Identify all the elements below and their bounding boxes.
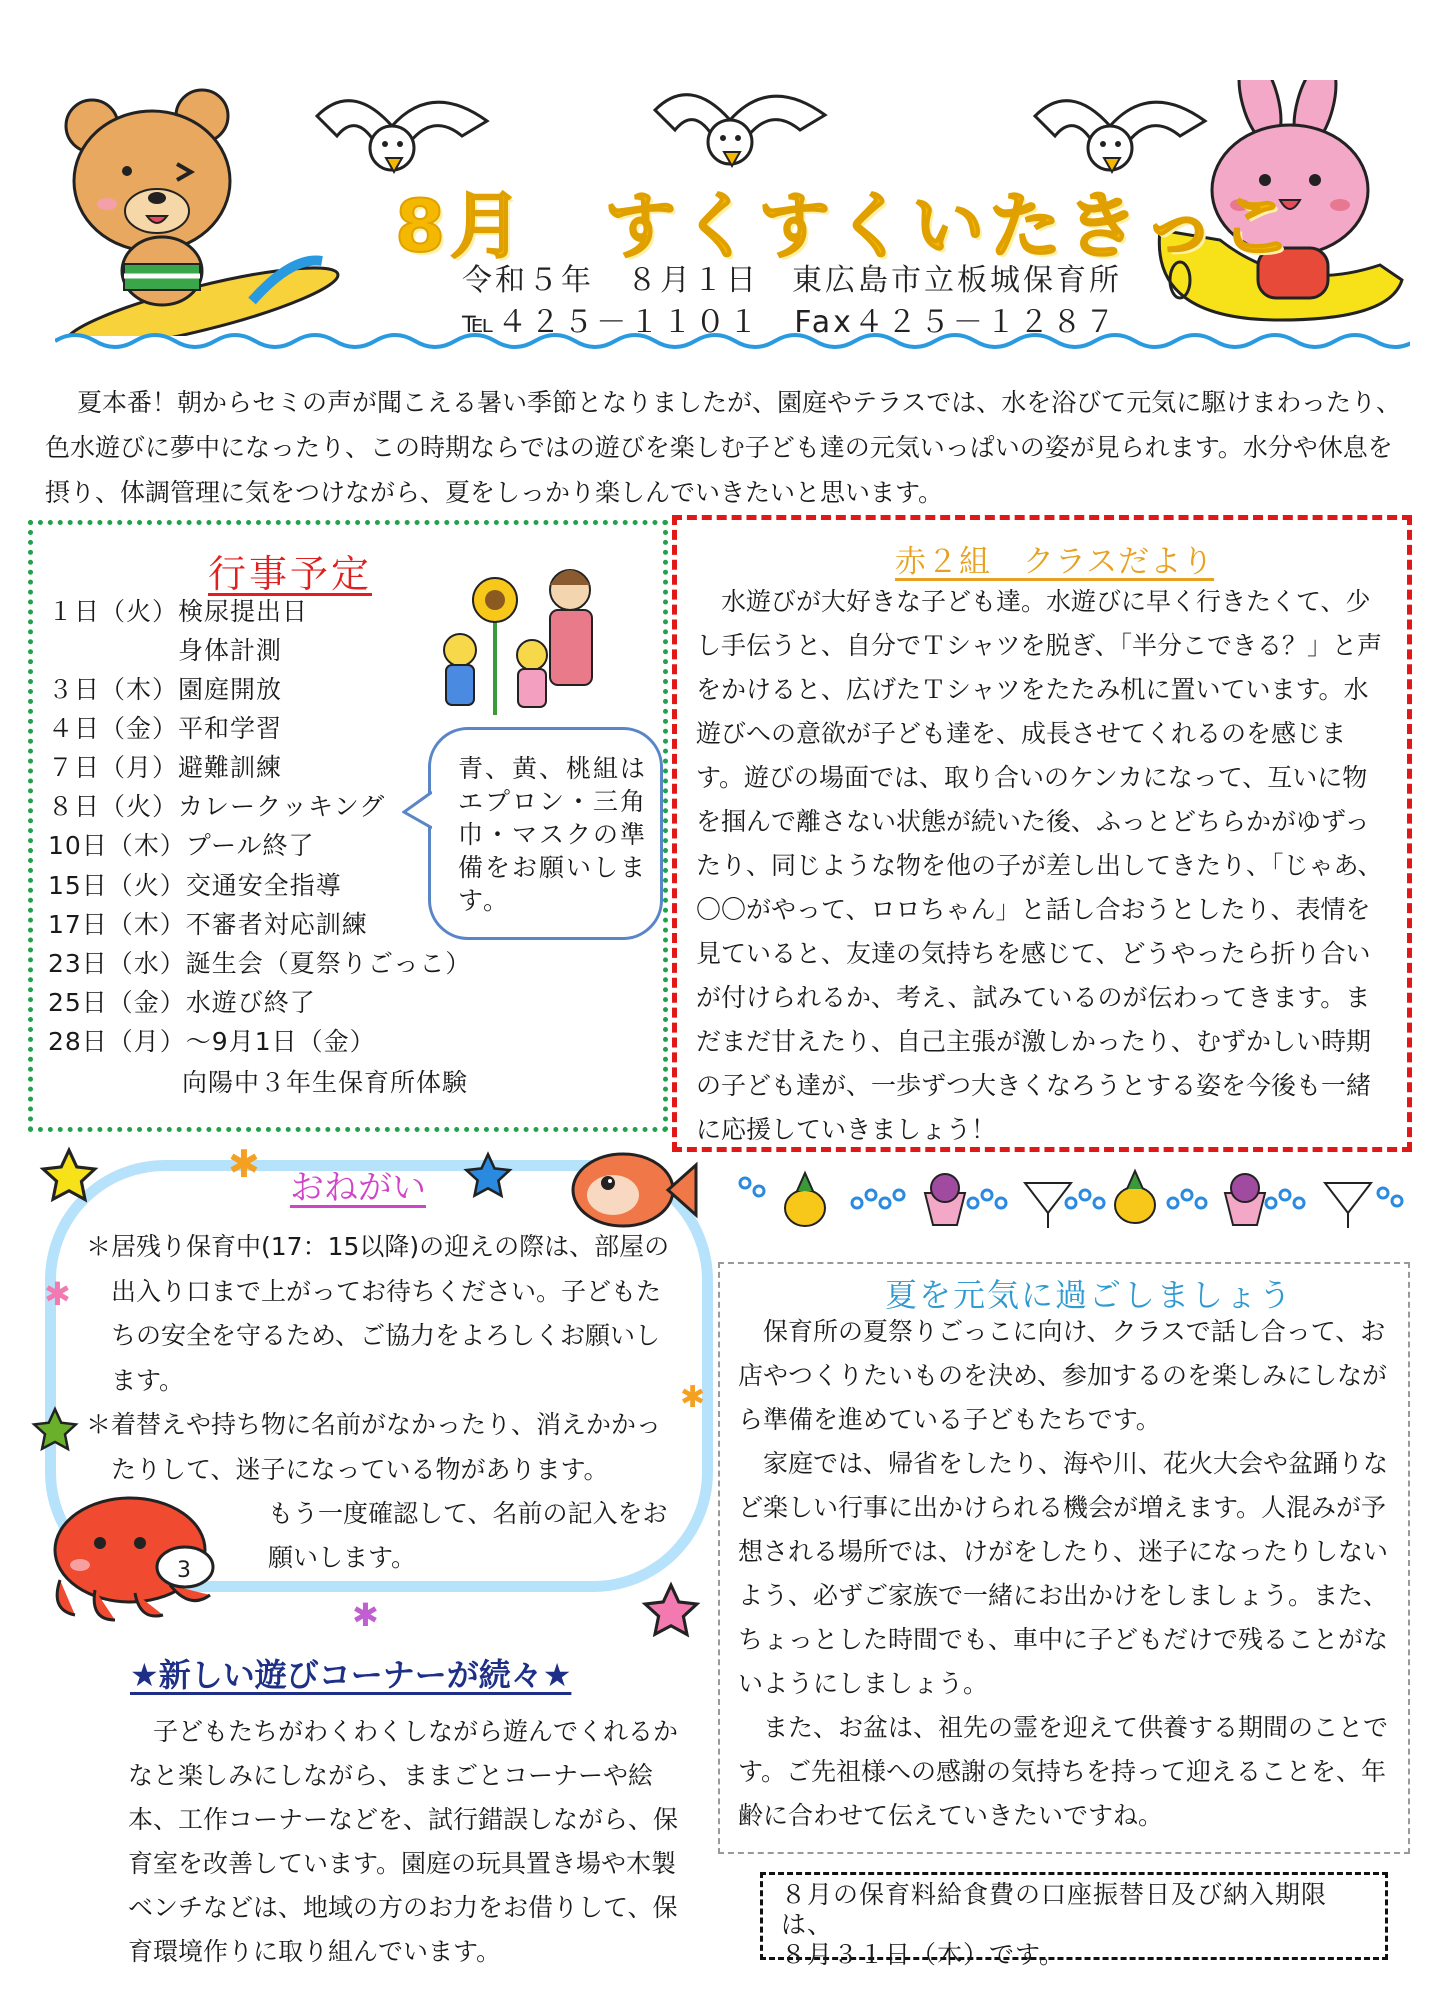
event-item: 28日（月）～9月1日（金）: [48, 1027, 376, 1056]
class-news-body: 水遊びが大好きな子ども達。水遊びに早く行きたくて、少し手伝うと、自分でＴシャツを脱ぎ、「半分こできる？」と声をかけると、広げたＴシャツをたたみ机に置いています。水遊びへの意欲が子ども達を、成長させてくれるのを感じます。遊びの場面では、取り合いのケンカになって、互いに物を掴んで離さない状態が続いた後、ふっとどちらかがゆずったり、同じような物を他の子が差し出してきたり、「じゃあ、〇〇がやって、ロロちゃん」と話し合おうとしたり、表情を見ていると、友達の気持ちを感じて、どうやったら折り合いが付けられるか、考え、試みているのが伝わってきます。まだまだ甘えたり、自己主張が激しかったり、むずかしい時期の子ども達が、一歩ずつ大きくなろうとする姿を今後も一緒に応援していきましょう！: [696, 587, 1383, 1144]
star-icon: [462, 1150, 514, 1202]
fish-illustration: [568, 1145, 698, 1235]
wave-divider: [55, 330, 1410, 352]
event-item: 15日（火）交通安全指導: [48, 871, 342, 900]
play-corner-title: ★新しい遊びコーナーが続々★: [130, 1656, 572, 1694]
request-item-continued: もう一度確認して、名前の記入をお願いします。: [268, 1499, 668, 1572]
event-item: 10日（木）プール終了: [48, 831, 315, 860]
fee-notice-line: ８月の保育料給食費の口座振替日及び納入期限は、: [781, 1880, 1328, 1939]
summer-health-body: [738, 1310, 1398, 1838]
star-icon: [640, 1580, 702, 1642]
requests-title: おねがい: [290, 1168, 426, 1208]
event-item: 23日（水）誕生会（夏祭りごっこ）: [48, 949, 472, 978]
newsletter-title: 8月 すくすくいたきっこ: [395, 184, 1298, 268]
request-item: ＊着替えや持ち物に名前がなかったり、消えかかったりして、迷子になっている物があります。: [86, 1410, 662, 1484]
event-item: 25日（金）水遊び終了: [48, 988, 316, 1017]
fee-notice-box: [760, 1872, 1388, 1969]
bear-surfing-illustration: [52, 86, 342, 336]
summer-paragraph: 家庭では、帰省をしたり、海や川、花火大会や盆踊りなど楽しい行事に出かけられる機会が増えます。人混みが予想される場所では、けがをしたり、迷子になったりしないよう、必ずご家族で一緒にお出かけをしましょう。また、ちょっとした時間でも、車中に子どもだけで残ることがないようにしましょう。: [738, 1449, 1389, 1698]
intro-paragraph: 夏本番！朝からセミの声が聞こえる暑い季節となりましたが、園庭やテラスでは、水を浴びて元気に駆けまわったり、色水遊びに夢中になったり、この時期ならではの遊びを楽しむ子ども達の元気いっぱいの姿が見られます。水分や休息を摂り、体調管理に気をつけながら、夏をしっかり楽しんでいきたいと思います。: [45, 388, 1402, 507]
event-item: ３日（木）園庭開放: [48, 675, 283, 704]
summer-paragraph: 保育所の夏祭りごっこに向け、クラスで話し合って、お店やつくりたいものを決め、参加するのを楽しみにしながら準備を進めている子どもたちです。: [738, 1317, 1388, 1434]
event-item: 向陽中３年生保育所体験: [78, 1068, 469, 1097]
summer-food-border: [735, 1163, 1415, 1233]
summer-health-title: 夏を元気に過ごしましょう: [885, 1276, 1294, 1314]
event-item: ８日（火）カレークッキング: [48, 792, 386, 821]
request-item: ＊居残り保育中(17：15以降)の迎えの際は、部屋の出入り口まで上がってお待ちください。子どもたちの安全を守るため、ご協力をよろしくお願いします。: [86, 1232, 670, 1395]
asterisk-icon: ✱: [352, 1596, 379, 1634]
play-corner-body: 子どもたちがわくわくしながら遊んでくれるかなと楽しみにしながら、ままごとコーナーや絵本、工作コーナーなどを、試行錯誤しながら、保育室を改善しています。園庭の玩具置き場や木製ベンチなどは、地域の方のお力をお借りして、保育環境作りに取り組んでいます。: [128, 1717, 679, 1966]
bubble-text: 青、黄、桃組はエプロン・三角巾・マスクの準備をお願いします。: [458, 754, 648, 915]
fee-notice-line: ８月３１日（木）です。: [781, 1940, 1066, 1969]
star-icon: [30, 1405, 80, 1455]
svg-text:3: 3: [177, 1558, 191, 1583]
class-news-title: 赤２組 クラスだより: [895, 544, 1215, 580]
date-and-facility-line: 令和５年 ８月１日 東広島市立板城保育所: [462, 263, 1122, 298]
family-sunflower-illustration: [420, 555, 630, 720]
seagull-illustration: [650, 80, 830, 180]
asterisk-icon: ✱: [228, 1142, 260, 1186]
octopus-illustration: [40, 1495, 260, 1625]
event-item: ７日（月）避難訓練: [48, 753, 283, 782]
event-item: １日（火）検尿提出日: [48, 597, 309, 626]
event-item: 17日（木）不審者対応訓練: [48, 910, 368, 939]
events-title: 行事予定: [208, 552, 373, 596]
event-item: ４日（金）平和学習: [48, 714, 283, 743]
star-icon: [38, 1145, 100, 1207]
contact-line: ℡４２５－１１０１ Fax４２５－１２８７: [462, 305, 1118, 340]
asterisk-icon: ✱: [680, 1380, 706, 1415]
speech-bubble-tail: [402, 790, 432, 830]
asterisk-icon: ✱: [44, 1275, 71, 1313]
summer-paragraph: また、お盆は、祖先の霊を迎えて供養する期間のことです。ご先祖様への感謝の気持ちを持って迎えることを、年齢に合わせて伝えていきたいですね。: [738, 1713, 1389, 1830]
event-item: 身体計測: [48, 636, 283, 665]
